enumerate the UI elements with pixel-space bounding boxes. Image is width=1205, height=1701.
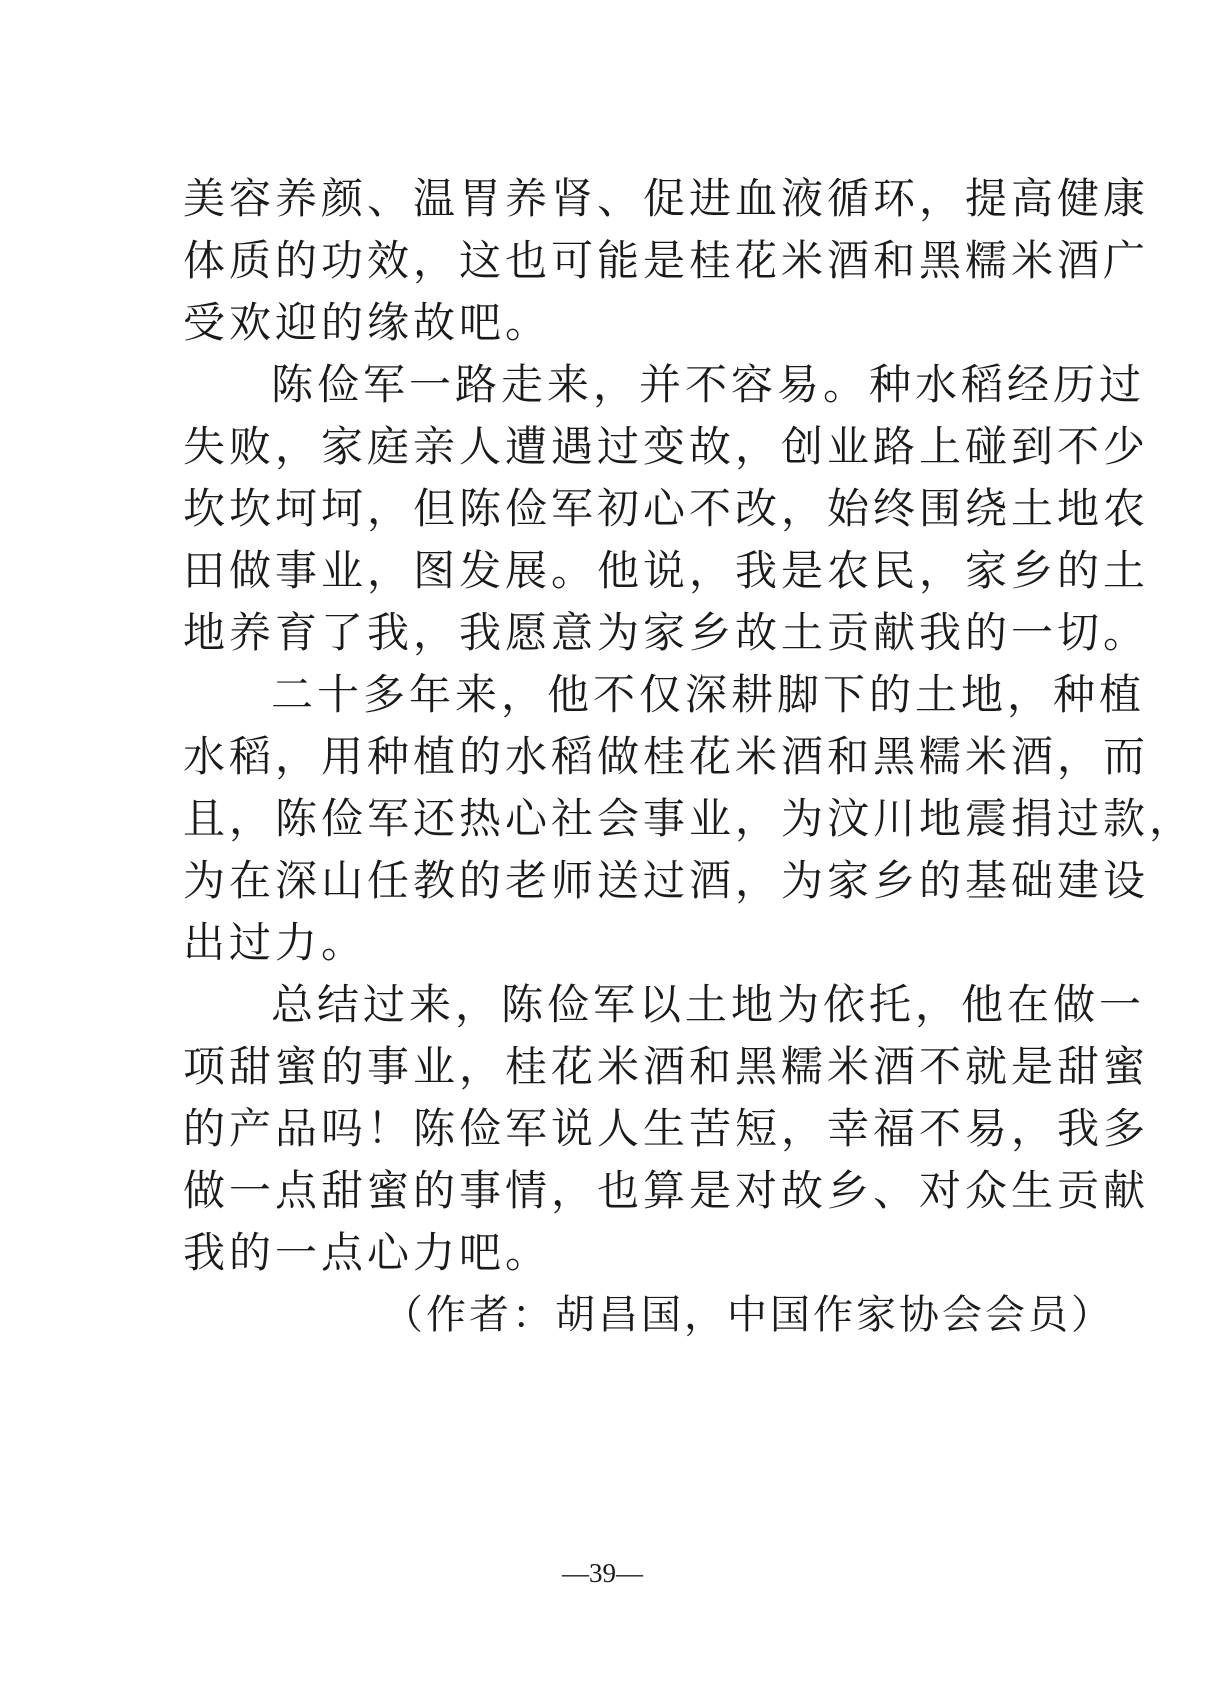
text-line: 受欢迎的缘故吧。 xyxy=(183,298,552,347)
text-line: 体质的功效，这也可能是桂花米酒和黑糯米酒广 xyxy=(183,236,1150,285)
text-line: 地养育了我，我愿意为家乡故土贡献我的一切。 xyxy=(183,608,1150,657)
text-line: 的产品吗！陈俭军说人生苦短，幸福不易，我多 xyxy=(183,1104,1150,1153)
paragraph-first-line: 陈俭军一路走来，并不容易。种水稻经历过 xyxy=(271,360,1146,409)
text-line: 为在深山任教的老师送过酒，为家乡的基础建设 xyxy=(183,856,1150,905)
text-line: 坎坎坷坷，但陈俭军初心不改，始终围绕土地农 xyxy=(183,484,1150,533)
text-line: 出过力。 xyxy=(183,918,368,967)
text-line: 田做事业，图发展。他说，我是农民，家乡的土 xyxy=(183,546,1150,595)
paragraph-first-line: 二十多年来，他不仅深耕脚下的土地，种植 xyxy=(271,670,1146,719)
text-line: 美容养颜、温胃养肾、促进血液循环，提高健康 xyxy=(183,174,1150,223)
text-line: 我的一点心力吧。 xyxy=(183,1228,552,1277)
text-line: 水稻，用种植的水稻做桂花米酒和黑糯米酒，而 xyxy=(183,732,1150,781)
text-line: 项甜蜜的事业，桂花米酒和黑糯米酒不就是甜蜜 xyxy=(183,1042,1150,1091)
text-line: 做一点甜蜜的事情，也算是对故乡、对众生贡献 xyxy=(183,1166,1150,1215)
text-line: 失败，家庭亲人遭遇过变故，创业路上碰到不少 xyxy=(183,422,1150,471)
page-number: —39— xyxy=(562,1558,643,1588)
author-byline: （作者：胡昌国，中国作家协会会员） xyxy=(383,1292,1114,1338)
paragraph-first-line: 总结过来，陈俭军以土地为依托，他在做一 xyxy=(271,980,1146,1029)
article-body xyxy=(183,168,1196,1346)
text-line: 且，陈俭军还热心社会事业，为汶川地震捐过款， xyxy=(183,794,1196,843)
